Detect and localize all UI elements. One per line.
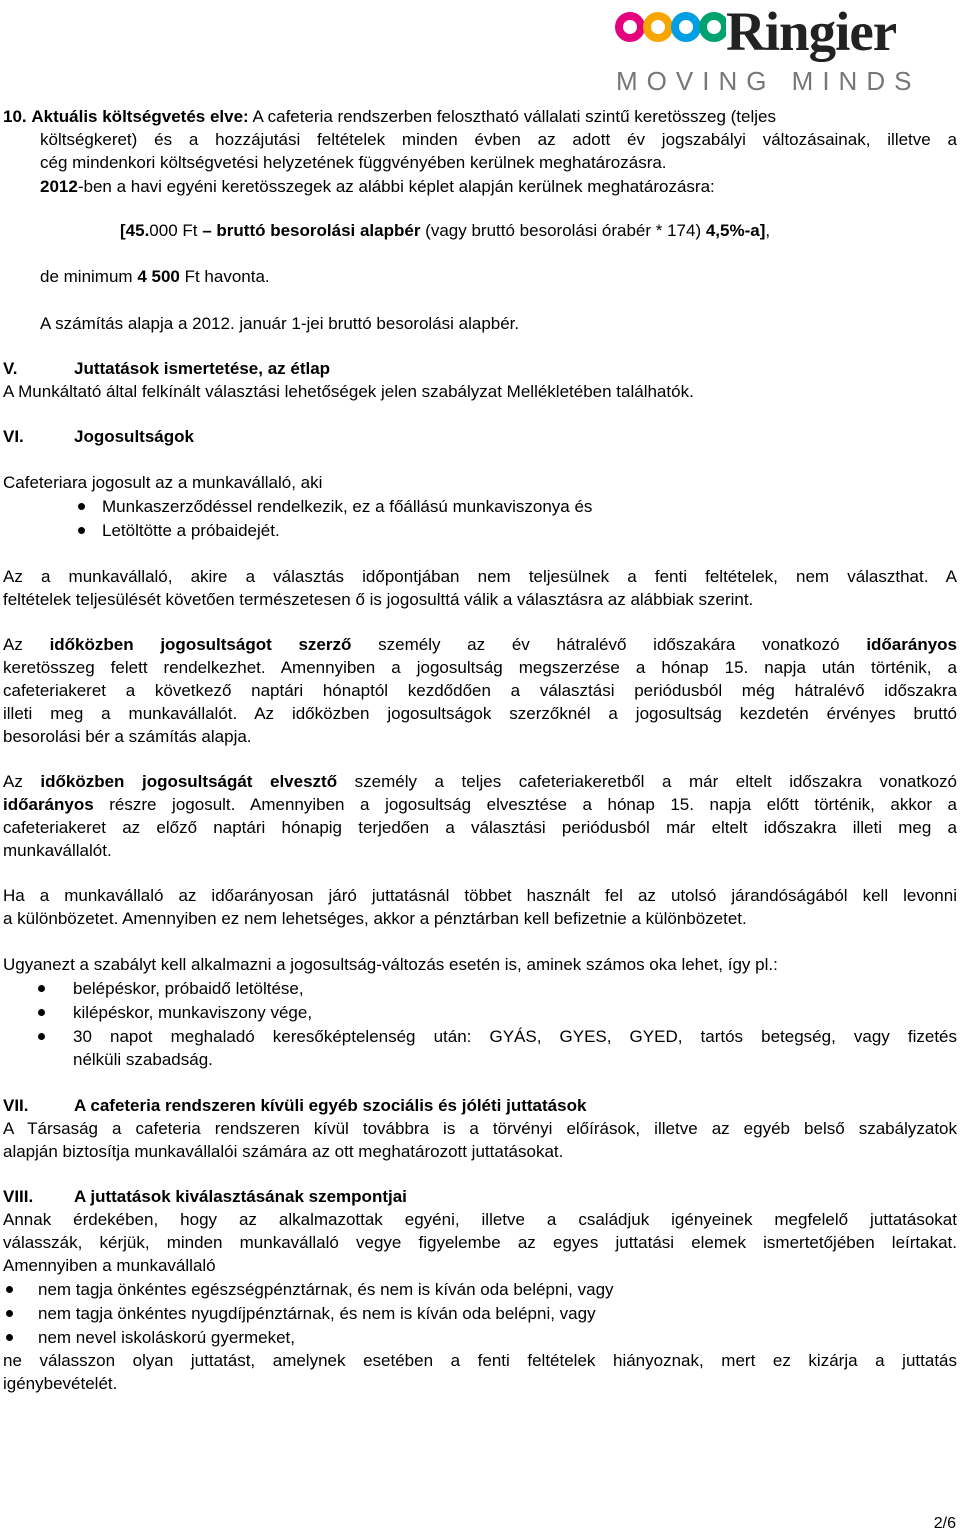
sectionVII-l1: A Társaság a cafeteria rendszeren kívül továbbra is a törvényi előírások, illetve az egyéb belső szabályzatok [3, 1119, 957, 1138]
sectionVIII-end-l1: ne válasszon olyan juttatást, amelynek esetében a fenti feltételek hiányoznak, mert ez kizárja a juttatás [3, 1351, 957, 1370]
sectionVI-p2-l3: cafeteriakeret a következő naptári hónaptól kezdődően a választási periódusból még hátralévő időszakra [3, 681, 957, 700]
section10-p2-rest: -ben a havi egyéni keretösszegek az alábbi képlet alapján kerülnek meghatározásra: [77, 177, 715, 196]
sectionVIII-l1: Annak érdekében, hogy az alkalmazottak egyéni, illetve a családjuk igényeinek megfelelő juttatásokat [3, 1210, 957, 1229]
minimum-pre: de minimum [40, 267, 138, 286]
section10-title: Aktuális költségvetés elve: [31, 107, 249, 126]
formula-base: – bruttó besorolási alapbér [197, 221, 421, 240]
minimum-amount: 4 500 [137, 267, 180, 286]
sectionVI-intro: Cafeteriara jogosult az a munkavállaló, aki [3, 473, 323, 492]
bold-span: időarányos [866, 635, 958, 654]
logo-ring-pink [619, 16, 641, 38]
bullet-icon [6, 1310, 13, 1317]
bullet-icon [6, 1286, 13, 1293]
bullet-icon [78, 503, 85, 510]
sectionVI-heading [3, 425, 957, 448]
calculation-basis: A számítás alapja a 2012. január 1-jei bruttó besorolási alapbér. [40, 314, 520, 333]
list-item-text: kilépéskor, munkaviszony vége, [73, 1003, 313, 1022]
sectionV-heading [3, 357, 957, 380]
minimum-line [40, 265, 957, 288]
sectionVIII-title: A juttatások kiválasztásának szempontjai [74, 1187, 407, 1206]
sectionV-text: A Munkáltató által felkínált választási lehetőségek jelen szabályzat Mellékletében találhatók. [3, 382, 694, 401]
sectionVI-p2-l1 [3, 633, 957, 656]
formula-percent: 4,5%-a] [705, 221, 766, 240]
bullet-icon [38, 1033, 45, 1040]
sectionVII-number: VII. [3, 1096, 29, 1115]
section10-p1-l1: A cafeteria rendszerben felosztható vállalati szintű keretösszeg (teljes [252, 107, 776, 126]
minimum-post: Ft havonta. [179, 267, 270, 286]
page-number: 2/6 [933, 1515, 956, 1532]
formula-open: [45. [120, 221, 150, 240]
list-item-text: Letöltötte a próbaidejét. [102, 521, 280, 540]
list-item-continuation: nélküli szabadság. [73, 1050, 213, 1069]
sectionVI-p3-l4: munkavállalót. [3, 841, 112, 860]
sectionV-title: Juttatások ismertetése, az étlap [74, 359, 331, 378]
logo-ring-blue [675, 16, 697, 38]
text-span: személy a teljes cafeteriakeretből a már eltelt időszakra vonatkozó [337, 772, 957, 791]
logo-ring-green [703, 16, 725, 38]
list-item-text: nem tagja önkéntes nyugdíjpénztárnak, és nem is kíván oda belépni, vagy [38, 1304, 596, 1323]
text-span: Az [3, 635, 50, 654]
list-item-text: nem nevel iskoláskorú gyermeket, [38, 1328, 296, 1347]
section10-p1-l2: költségkeret) és a hozzájutási feltételek minden évben az adott év jogszabályi változásainak, illetve a [40, 130, 957, 149]
sectionVI-p2-l4: illeti meg a munkavállalót. Az időközben jogosultságok szerzőknél a jogosultság kezdetén érvényes bruttó [3, 704, 957, 723]
logo-tagline: MOVING MINDS [616, 66, 921, 96]
list-item-text: nem tagja önkéntes egészségpénztárnak, és nem is kíván oda belépni, vagy [38, 1280, 614, 1299]
sectionV-number: V. [3, 359, 18, 378]
sectionVI-p3-l1 [3, 770, 957, 793]
sectionVII-title: A cafeteria rendszeren kívüli egyéb szociális és jóléti juttatások [74, 1096, 587, 1115]
sectionVI-p1-l2: feltételek teljesülését követően természetesen ő is jogosulttá válik a választásra az alábbiak szerint. [3, 590, 754, 609]
sectionVI-number: VI. [3, 427, 24, 446]
sectionVII-heading [3, 1094, 957, 1117]
formula-amount: 000 Ft [149, 221, 198, 240]
logo-brand-name: Ringier [726, 1, 897, 62]
bold-span: időarányos [3, 795, 94, 814]
sectionVI-p4-l2: a különbözetet. Amennyiben ez nem lehetséges, akkor a pénztárban kell befizetnie a különbözetet. [3, 909, 747, 928]
sectionVI-p3-l2 [3, 793, 957, 816]
formula-mid: (vagy bruttó besorolási órabér * 174) [420, 221, 706, 240]
sectionVI-p1-l1: Az a munkavállaló, akire a választás időpontjában nem teljesülnek a fenti feltételek, nem választhat. A [3, 567, 957, 586]
sectionVIII-number: VIII. [3, 1187, 34, 1206]
section10-heading-line [3, 105, 957, 128]
text-span: részre jogosult. Amennyiben a jogosultság elvesztése a hónap 15. napja előtt történik, akkor a [93, 795, 957, 814]
sectionVI-p4-l1: Ha a munkavállaló az időarányosan járó juttatásnál többet használt fel az utolsó járandóságából kell levonni [3, 886, 957, 905]
sectionVIII-l3: Amennyiben a munkavállaló [3, 1256, 216, 1275]
text-span: személy az év hátralévő időszakára vonatkozó [351, 635, 867, 654]
bullet-icon [6, 1334, 13, 1341]
bold-span: időközben jogosultságát elvesztő [40, 772, 338, 791]
bullet-icon [38, 1009, 45, 1016]
sectionVI-p2-l5: besorolási bér a számítás alapja. [3, 727, 252, 746]
sectionVI-p5: Ugyanezt a szabályt kell alkalmazni a jogosultság-változás esetén is, aminek számos oka lehet, így pl.: [3, 955, 778, 974]
bold-span: időközben jogosultságot szerző [49, 635, 352, 654]
formula-end: , [765, 221, 771, 240]
sectionVI-title: Jogosultságok [74, 427, 194, 446]
sectionVIII-l2: válasszák, kérjük, minden munkavállaló vegye figyelembe az egyes juttatási elemek ismertetőjében leírtakat. [3, 1233, 957, 1252]
section10-p2 [40, 175, 957, 198]
section10-number: 10. [3, 107, 27, 126]
list-item [38, 1025, 957, 1048]
section10-p2-year: 2012 [40, 177, 78, 196]
bullet-icon [78, 527, 85, 534]
sectionVII-l2: alapján biztosítja munkavállalói számára az ott meghatározott juttatásokat. [3, 1142, 564, 1161]
sectionVIII-heading [3, 1185, 957, 1208]
sectionVI-p3-l3: cafeteriakeret az előző naptári hónapig terjedően a választási periódusból már eltelt időszakra illeti meg a [3, 818, 957, 837]
bullet-icon [38, 985, 45, 992]
section10-p1-l3: cég mindenkori költségvetési helyzetének függvényében kerülnek meghatározásra. [40, 153, 667, 172]
ringier-logo [614, 0, 944, 96]
list-item-text: belépéskor, próbaidő letöltése, [73, 979, 304, 998]
logo-ring-orange [647, 16, 669, 38]
list-item-text: 30 napot meghaladó keresőképtelenség után: GYÁS, GYES, GYED, tartós betegség, vagy fizetés [73, 1027, 957, 1046]
logo-rings-icon [614, 2, 726, 54]
list-item-text: Munkaszerződéssel rendelkezik, ez a főállású munkaviszonya és [102, 497, 593, 516]
sectionVI-p2-l2: keretösszeg felett rendelkezhet. Amennyiben a jogosultság megszerzése a hónap 15. napja után történik, a [3, 658, 957, 677]
text-span: Az [3, 772, 41, 791]
sectionVIII-end-l2: igénybevételét. [3, 1374, 118, 1393]
formula-line [120, 219, 950, 242]
